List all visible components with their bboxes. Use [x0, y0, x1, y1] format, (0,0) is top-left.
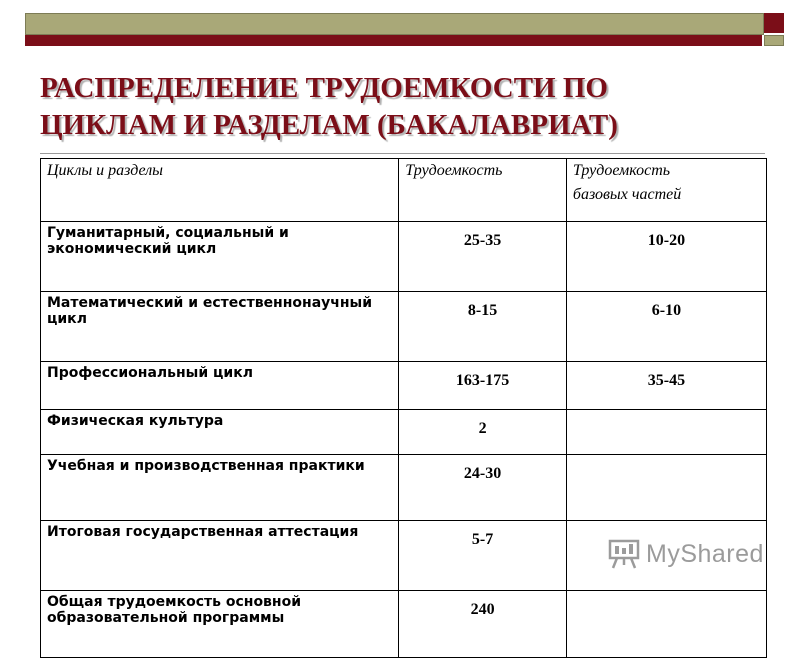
watermark	[608, 537, 764, 571]
slide-title-line1: РАСПРЕДЕЛЕНИЕ ТРУДОЕМКОСТИ ПО	[40, 72, 608, 104]
header-workload: Трудоемкость	[399, 159, 567, 222]
header-base-workload-line2: базовых частей	[572, 186, 682, 203]
row-name: Физическая культура	[41, 410, 399, 455]
table-row	[41, 591, 767, 658]
row-base	[566, 591, 766, 658]
workload-table	[40, 158, 767, 658]
header-bar-maroon	[25, 35, 762, 46]
table-row	[41, 292, 767, 362]
row-name: Общая трудоемкость основной образовательной программы	[41, 591, 399, 658]
table-header-row	[41, 159, 767, 222]
slide-title-line2: ЦИКЛАМ И РАЗДЕЛАМ (БАКАЛАВРИАТ)	[40, 109, 618, 141]
presentation-board-icon	[608, 539, 640, 569]
table-row	[41, 222, 767, 292]
row-base	[566, 455, 766, 521]
row-name: Учебная и производственная практики	[41, 455, 399, 521]
header-base-workload	[566, 159, 766, 222]
row-total: 8-15	[399, 292, 567, 362]
row-total: 25-35	[399, 222, 567, 292]
table-row	[41, 362, 767, 410]
row-name: Гуманитарный, социальный и экономический цикл	[41, 222, 399, 292]
title-divider	[40, 153, 765, 154]
watermark-text: MyShared	[646, 539, 764, 568]
row-total: 24-30	[399, 455, 567, 521]
row-name: Профессиональный цикл	[41, 362, 399, 410]
header-bar-olive	[25, 13, 764, 35]
row-total: 2	[399, 410, 567, 455]
row-name: Итоговая государственная аттестация	[41, 521, 399, 591]
row-base	[566, 410, 766, 455]
slide-title	[40, 70, 740, 144]
row-base: 35-45	[566, 362, 766, 410]
table-row	[41, 455, 767, 521]
header-square-olive	[764, 35, 784, 46]
header-base-workload-line1: Трудоемкость	[572, 162, 671, 179]
row-name: Математический и естественнонаучный цикл	[41, 292, 399, 362]
row-total: 240	[399, 591, 567, 658]
row-base: 10-20	[566, 222, 766, 292]
row-total: 163-175	[399, 362, 567, 410]
row-total: 5-7	[399, 521, 567, 591]
table-row	[41, 410, 767, 455]
row-base: 6-10	[566, 292, 766, 362]
header-cycles: Циклы и разделы	[41, 159, 399, 222]
header-square-maroon	[764, 13, 784, 33]
